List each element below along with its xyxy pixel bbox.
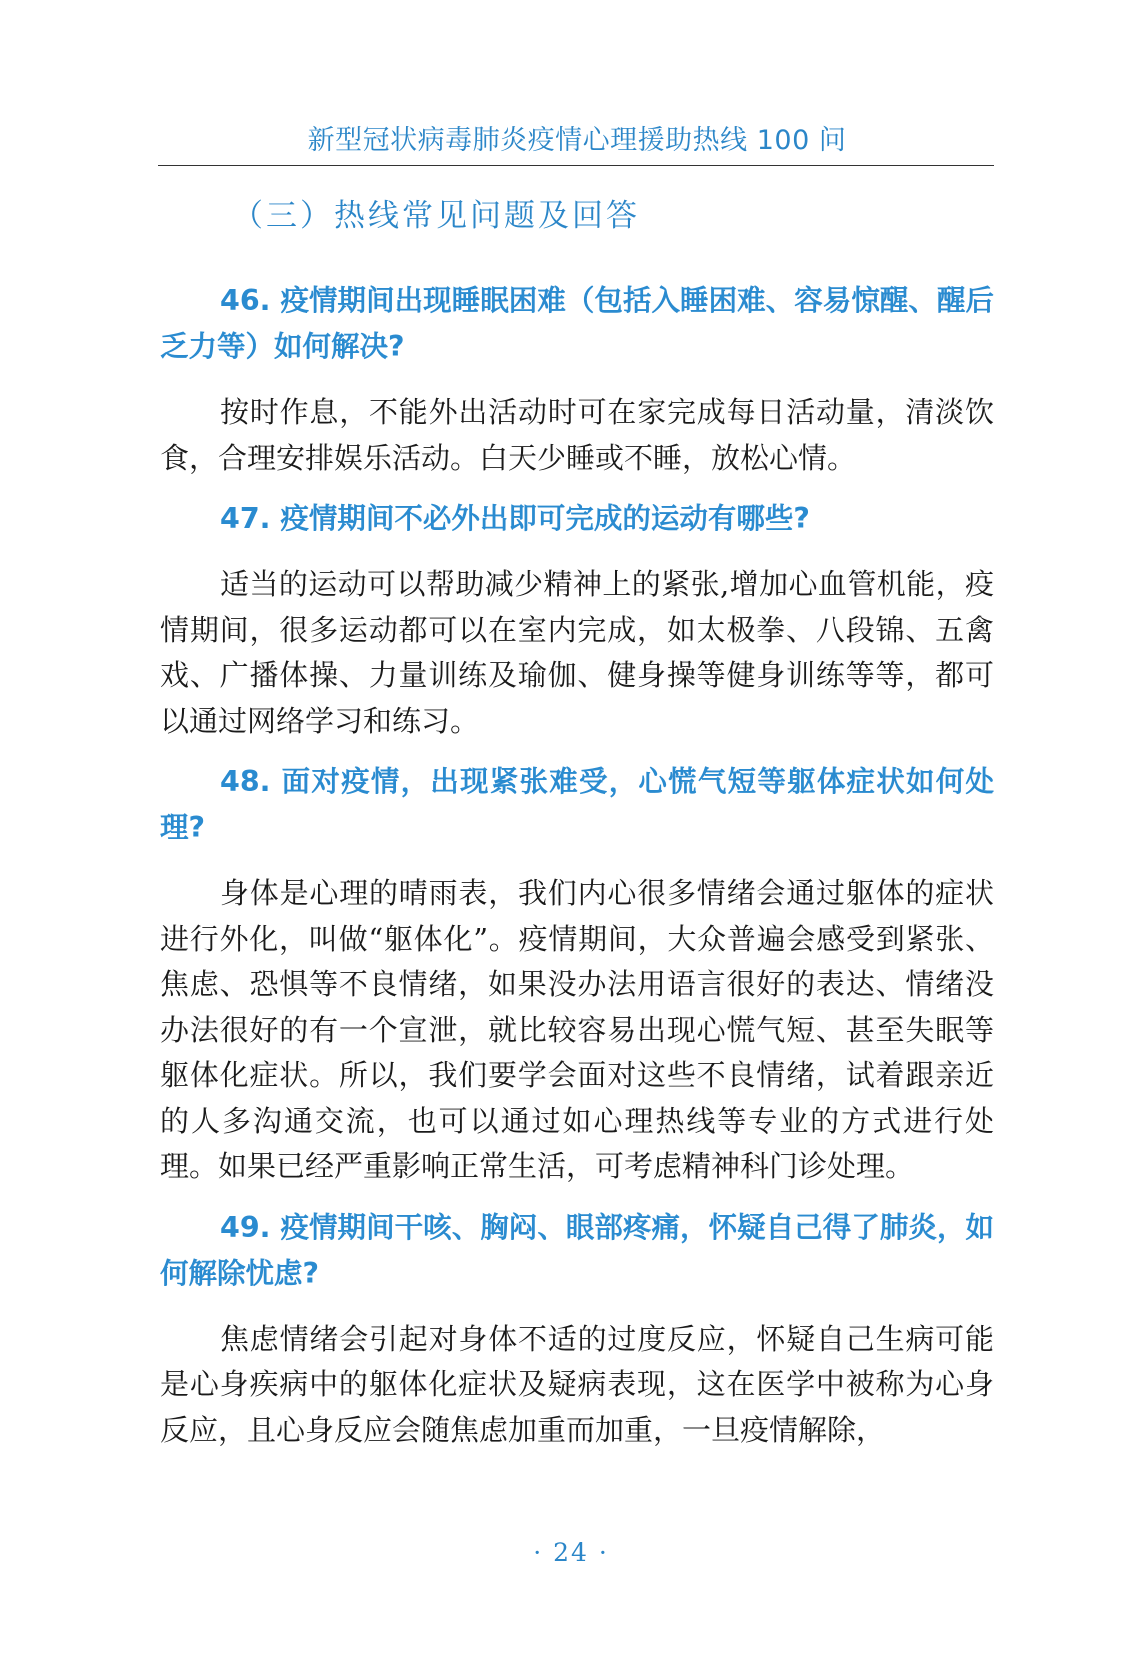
header-divider (158, 165, 994, 166)
answer-46: 按时作息，不能外出活动时可在家完成每日活动量，清淡饮食，合理安排娱乐活动。白天少睡或不睡，放松心情。 (160, 395, 994, 475)
answer-49: 焦虑情绪会引起对身体不适的过度反应，怀疑自己生病可能是心身疾病中的躯体化症状及疑病表现，这在医学中被称为心身反应，且心身反应会随焦虑加重而加重，一旦疫情解除， (160, 1321, 994, 1447)
answer-47: 适当的运动可以帮助减少精神上的紧张,增加心血管机能，疫情期间，很多运动都可以在室内完成，如太极拳、八段锦、五禽戏、广播体操、力量训练及瑜伽、健身操等健身训练等等，都可以通过网络学习和练习。 (160, 567, 994, 738)
question-48: 48. 面对疫情，出现紧张难受，心慌气短等躯体症状如何处理? (160, 765, 994, 844)
question-47: 47. 疫情期间不必外出即可完成的运动有哪些? (220, 502, 810, 535)
question-46: 46. 疫情期间出现睡眠困难（包括入睡困难、容易惊醒、醒后乏力等）如何解决? (160, 284, 994, 363)
question-49: 49. 疫情期间干咳、胸闷、眼部疼痛，怀疑自己得了肺炎，如何解除忧虑? (160, 1210, 994, 1290)
section-title: （三）热线常见问题及回答 (232, 198, 640, 234)
running-header: 新型冠状病毒肺炎疫情心理援助热线 100 问 (307, 125, 847, 156)
page-number: · 24 · (533, 1538, 609, 1567)
qa-content (160, 278, 994, 1453)
answer-48: 身体是心理的晴雨表，我们内心很多情绪会通过躯体的症状进行外化，叫做“躯体化”。疫情期间，大众普遍会感受到紧张、焦虑、恐惧等不良情绪，如果没办法用语言很好的表达、情绪没办法很好的有一个宣泄，就比较容易出现心慌气短、甚至失眠等躯体化症状。所以，我们要学会面对这些不良情绪，试着跟亲近的人多沟通交流，也可以通过如心理热线等专业的方式进行处理。如果已经严重影响正常生活，可考虑精神科门诊处理。 (160, 876, 994, 1183)
